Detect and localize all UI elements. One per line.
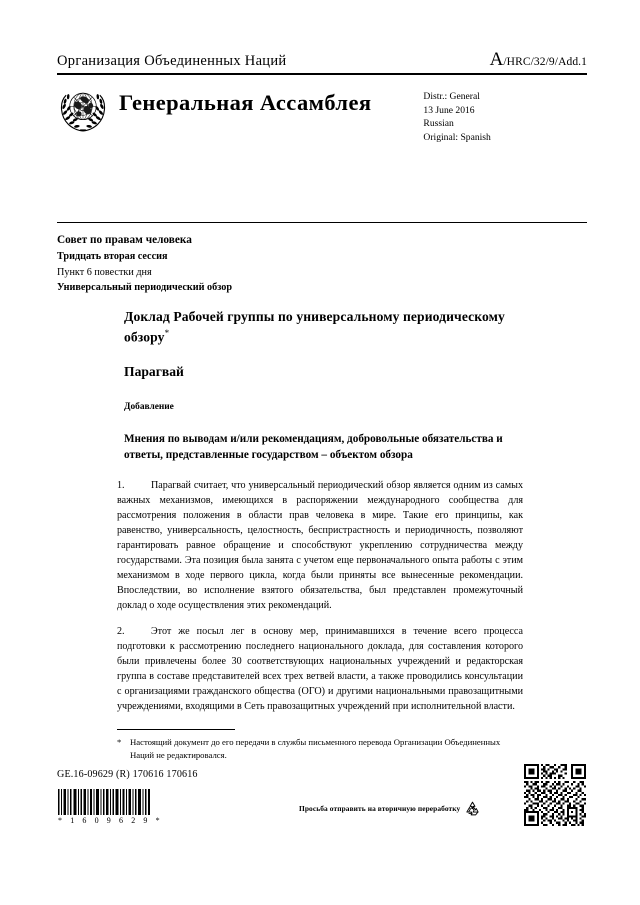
paragraph-number: 1. xyxy=(117,480,125,491)
masthead xyxy=(57,50,587,144)
report-title-text: Доклад Рабочей группы по универсальному периодическому обзору xyxy=(124,309,505,345)
document-symbol-number: /HRC/32/9/Add.1 xyxy=(503,56,587,68)
paragraph-text: Этот же посыл лег в основу мер, принимавшихся в течение всего процесса подготовки к рассмотрению последнего национального доклада, для составления которого были привлечены более 30 соответствующих национальных учреждений и редакторская группа в составе представителей всех трех ветвей власти, а также проводились консультации с организациями гражданского общества (ОГО) и другими национальными правозащитными учреждениями, входящими в Сеть правозащитных учреждений при исполнительной власти. xyxy=(117,626,523,713)
footnote-mark: * xyxy=(117,737,122,747)
report-title-footnote-mark: * xyxy=(164,327,170,338)
section-rule xyxy=(57,222,587,223)
distribution-date: 13 June 2016 xyxy=(423,104,475,116)
report-title xyxy=(124,308,524,347)
document-symbol xyxy=(490,50,587,69)
footnote xyxy=(117,736,523,761)
recycle-text: Просьба отправить на вторичную переработку xyxy=(299,804,461,813)
country-name: Парагвай xyxy=(124,364,184,380)
distribution-block xyxy=(423,90,587,144)
recycle-icon xyxy=(464,800,481,817)
subject-title: Мнения по выводам и/или рекомендациям, добровольные обязательства и ответы, представленные государством – объектом обзора xyxy=(124,433,503,462)
recycle-notice xyxy=(299,800,481,817)
job-number: GE.16-09629 (R) 170616 170616 xyxy=(57,769,198,780)
footnote-separator xyxy=(117,729,235,730)
council-session: Тридцать вторая сессия xyxy=(57,251,168,263)
council-name: Совет по правам человека xyxy=(57,234,192,246)
paragraph-text: Парагвай считает, что универсальный периодический обзор является одним из самых важных механизмов, имеющихся в распоряжении международного сообщества для рассмотрения положения в области прав человека в мире. Такие его принципы, как равенство, универсальность, целостность, беспристрастность и периодичность, позволяют гарантировать равное обращение и способствуют укреплению сотрудничества между государствами. Эта позиция была занята с учетом еще первоначального опыта работы с этим механизмом в ходе первого цикла, когда были приняты все вынесенные рекомендации. Впоследствии, во исполнение взятого обязательства, был представлен промежуточный доклад о ходе осуществления этих рекомендаций. xyxy=(117,480,523,612)
distribution-line: Distr.: General xyxy=(423,91,480,102)
barcode-digits: * 1 6 0 9 6 2 9 * xyxy=(58,816,163,825)
addendum-label: Добавление xyxy=(124,402,174,413)
paragraph-1 xyxy=(117,478,523,613)
un-emblem xyxy=(57,86,109,134)
council-agenda-item: Пункт 6 повестки дня xyxy=(57,266,152,278)
council-agenda-title: Универсальный периодический обзор xyxy=(57,282,233,294)
body-text xyxy=(117,478,523,725)
masthead-top-row xyxy=(57,50,587,70)
barcode-block xyxy=(57,789,163,825)
council-block xyxy=(57,232,477,296)
masthead-rule xyxy=(57,73,587,75)
masthead-bottom-row xyxy=(57,84,587,144)
footnote-text: Настоящий документ до его передачи в службы письменного перевода Организации Объединенных Наций не редактировался. xyxy=(130,737,501,760)
qr-code xyxy=(524,764,586,826)
paragraph-number: 2. xyxy=(117,626,125,638)
paragraph-2 xyxy=(117,624,523,714)
organization-name: Организация Объединенных Наций xyxy=(57,53,287,69)
distribution-language: Russian xyxy=(423,118,454,130)
title-block xyxy=(124,308,524,464)
document-symbol-series: A xyxy=(489,49,504,70)
general-assembly-title: Генеральная Ассамблея xyxy=(119,90,372,115)
distribution-original: Original: Spanish xyxy=(423,131,491,143)
barcode xyxy=(57,789,151,815)
